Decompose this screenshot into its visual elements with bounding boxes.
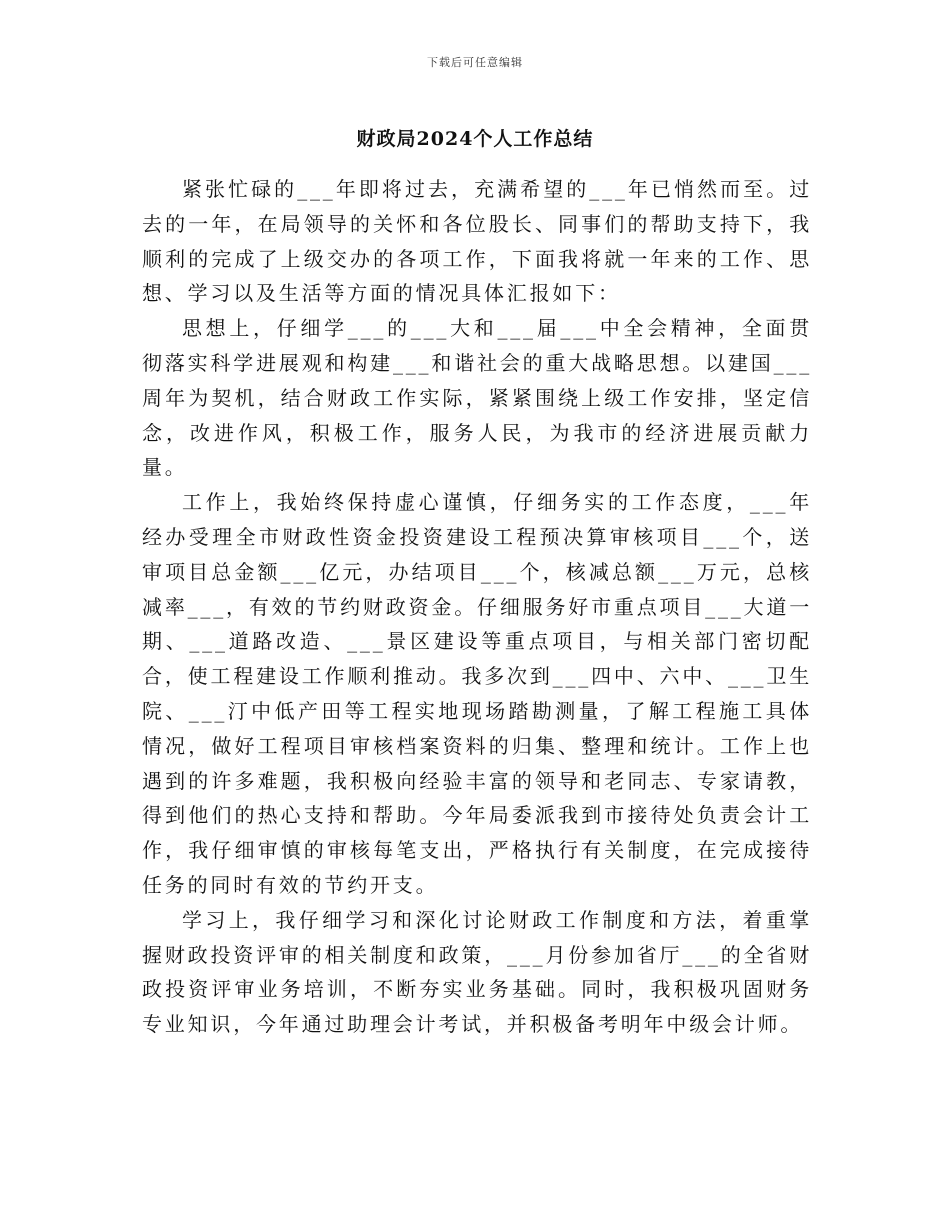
document-body [142,172,812,1042]
document-title: 财政局2024个人工作总结 [356,128,594,150]
paragraph-intro: 紧张忙碌的___年即将过去，充满希望的___年已悄然而至。过去的一年，在局领导的关怀和各位股长、同事们的帮助支持下，我顺利的完成了上级交办的各项工作，下面我将就一年来的工作、思想、学习以及生活等方面的情况具体汇报如下： [142,177,812,306]
download-note: 下载后可任意编辑 [427,56,523,69]
paragraph-thought: 思想上，仔细学___的___大和___届___中全会精神，全面贯彻落实科学进展观和构建___和谐社会的重大战略思想。以建国___周年为契机，结合财政工作实际，紧紧围绕上级工作安排，坚定信念，改进作风，积极工作，服务人民，为我市的经济进展贡献力量。 [142,316,812,480]
paragraph-study: 学习上，我仔细学习和深化讨论财政工作制度和方法，着重掌握财政投资评审的相关制度和政策，___月份参加省厅___的全省财政投资评审业务培训，不断夯实业务基础。同时，我积极巩固财务专业知识，今年通过助理会计考试，并积极备考明年中级会计师。 [142,907,812,1037]
paragraph-work: 工作上，我始终保持虚心谨慎，仔细务实的工作态度，___年经办受理全市财政性资金投资建设工程预决算审核项目___个，送审项目总金额___亿元，办结项目___个，核减总额___万元，总核减率___，有效的节约财政资金。仔细服务好市重点项目___大道一期、___道路改造、___景区建设等重点项目，与相关部门密切配合，使工程建设工作顺利推动。我多次到___四中、六中、___卫生院、___汀中低产田等工程实地现场踏勘测量，了解工程施工具体情况，做好工程项目审核档案资料的归集、整理和统计。工作上也遇到的许多难题，我积极向经验丰富的领导和老同志、专家请教，得到他们的热心支持和帮助。今年局委派我到市接待处负责会计工作，我仔细审慎的审核每笔支出，严格执行有关制度，在完成接待任务的同时有效的节约开支。 [142,490,812,897]
